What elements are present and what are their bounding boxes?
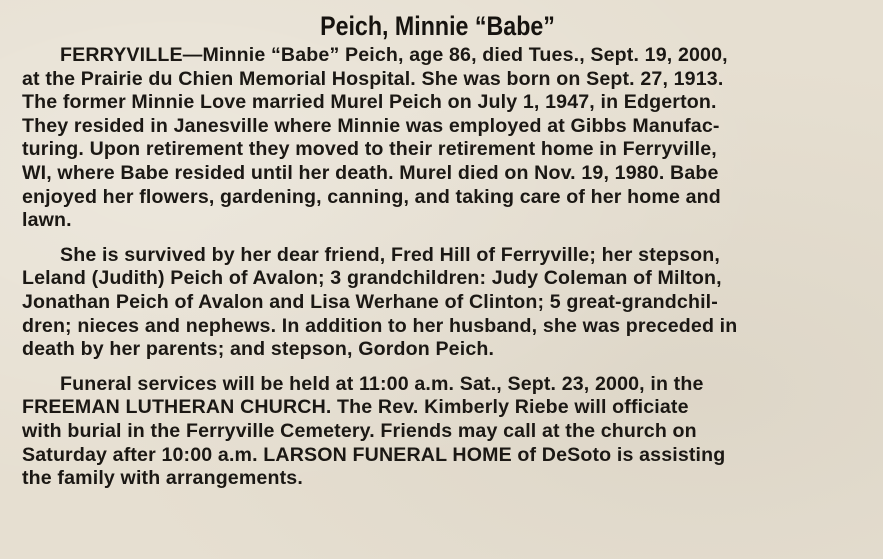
text-line: at the Prairie du Chien Memorial Hospital. She was born on Sept. 27, 1913. bbox=[22, 67, 724, 90]
obituary-paragraph-2 bbox=[22, 244, 853, 362]
text-line: with burial in the Ferryville Cemetery. Friends may call at the church on bbox=[22, 419, 697, 442]
text-line: The former Minnie Love married Murel Peich on July 1, 1947, in Edgerton. bbox=[22, 91, 717, 114]
obituary-paragraph-1 bbox=[22, 44, 853, 233]
text-line: Saturday after 10:00 a.m. LARSON FUNERAL HOME of DeSoto is assisting bbox=[22, 443, 726, 466]
text-line: Funeral services will be held at 11:00 a.m. Sat., Sept. 23, 2000, in the bbox=[60, 372, 704, 395]
text-line: lawn. bbox=[22, 209, 72, 232]
text-line: FREEMAN LUTHERAN CHURCH. The Rev. Kimberly Riebe will officiate bbox=[22, 396, 689, 419]
text-line: dren; nieces and nephews. In addition to her husband, she was preceded in bbox=[22, 314, 738, 337]
obituary-paragraph-3 bbox=[22, 373, 853, 491]
obituary-headline: Peich, Minnie “Babe” bbox=[320, 11, 555, 41]
text-line: FERRYVILLE—Minnie “Babe” Peich, age 86, died Tues., Sept. 19, 2000, bbox=[60, 44, 728, 66]
text-line: turing. Upon retirement they moved to their retirement home in Ferryville, bbox=[22, 138, 717, 161]
text-line: They resided in Janesville where Minnie was employed at Gibbs Manufac- bbox=[22, 114, 720, 137]
text-line: She is survived by her dear friend, Fred Hill of Ferryville; her stepson, bbox=[60, 243, 720, 266]
text-line: the family with arrangements. bbox=[22, 467, 303, 490]
text-line: death by her parents; and stepson, Gordon Peich. bbox=[22, 338, 495, 361]
text-line: Jonathan Peich of Avalon and Lisa Werhane of Clinton; 5 great-grandchil- bbox=[22, 290, 718, 313]
text-line: Leland (Judith) Peich of Avalon; 3 grandchildren: Judy Coleman of Milton, bbox=[22, 267, 722, 290]
text-line: enjoyed her flowers, gardening, canning, and taking care of her home and bbox=[22, 185, 721, 208]
text-line: WI, where Babe resided until her death. Murel died on Nov. 19, 1980. Babe bbox=[22, 161, 719, 184]
